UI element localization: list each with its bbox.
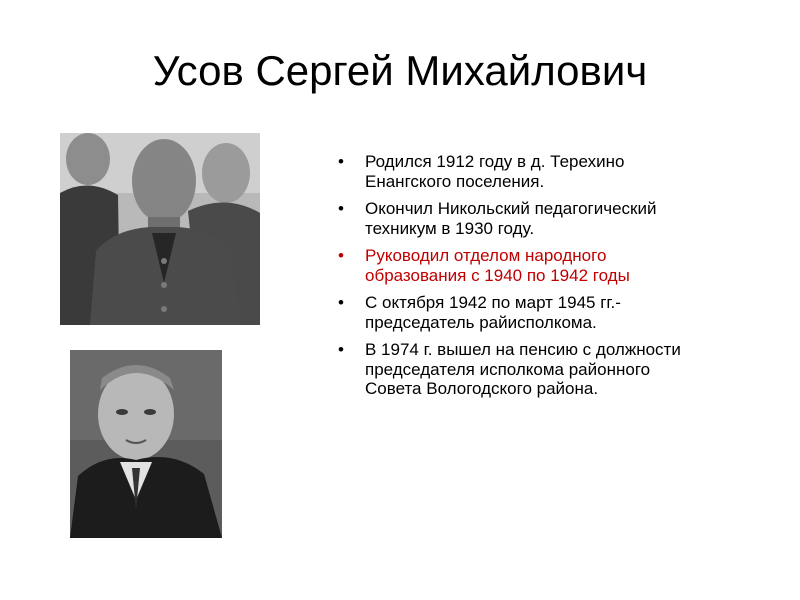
bullet-item-highlighted	[338, 246, 700, 285]
bullet-marker: •	[338, 340, 344, 359]
bullet-marker: •	[338, 199, 344, 218]
bullet-marker: •	[338, 152, 344, 171]
bullet-item	[338, 293, 700, 332]
slide-title: Усов Сергей Михайлович	[152, 47, 648, 94]
portrait-photo	[70, 350, 222, 538]
bullet-text: С октября 1942 по март 1945 гг.- председатель райисполкома.	[365, 293, 621, 332]
bullet-text: Руководил отделом народного образования с 1940 по 1942 годы	[365, 246, 630, 285]
bullet-text: Родился 1912 году в д. Терехино Енангского поселения.	[365, 152, 625, 191]
bullet-item	[338, 199, 700, 238]
bullet-text: В 1974 г. вышел на пенсию с должности председателя исполкома районного Совета Вологодского района.	[365, 340, 681, 398]
bullet-item	[338, 152, 700, 191]
bullet-marker: •	[338, 246, 344, 265]
group-photo	[60, 133, 260, 325]
bullet-item	[338, 340, 700, 399]
bullet-marker: •	[338, 293, 344, 312]
bullet-text: Окончил Никольский педагогический техникум в 1930 году.	[365, 199, 657, 238]
bullet-list	[338, 152, 700, 407]
